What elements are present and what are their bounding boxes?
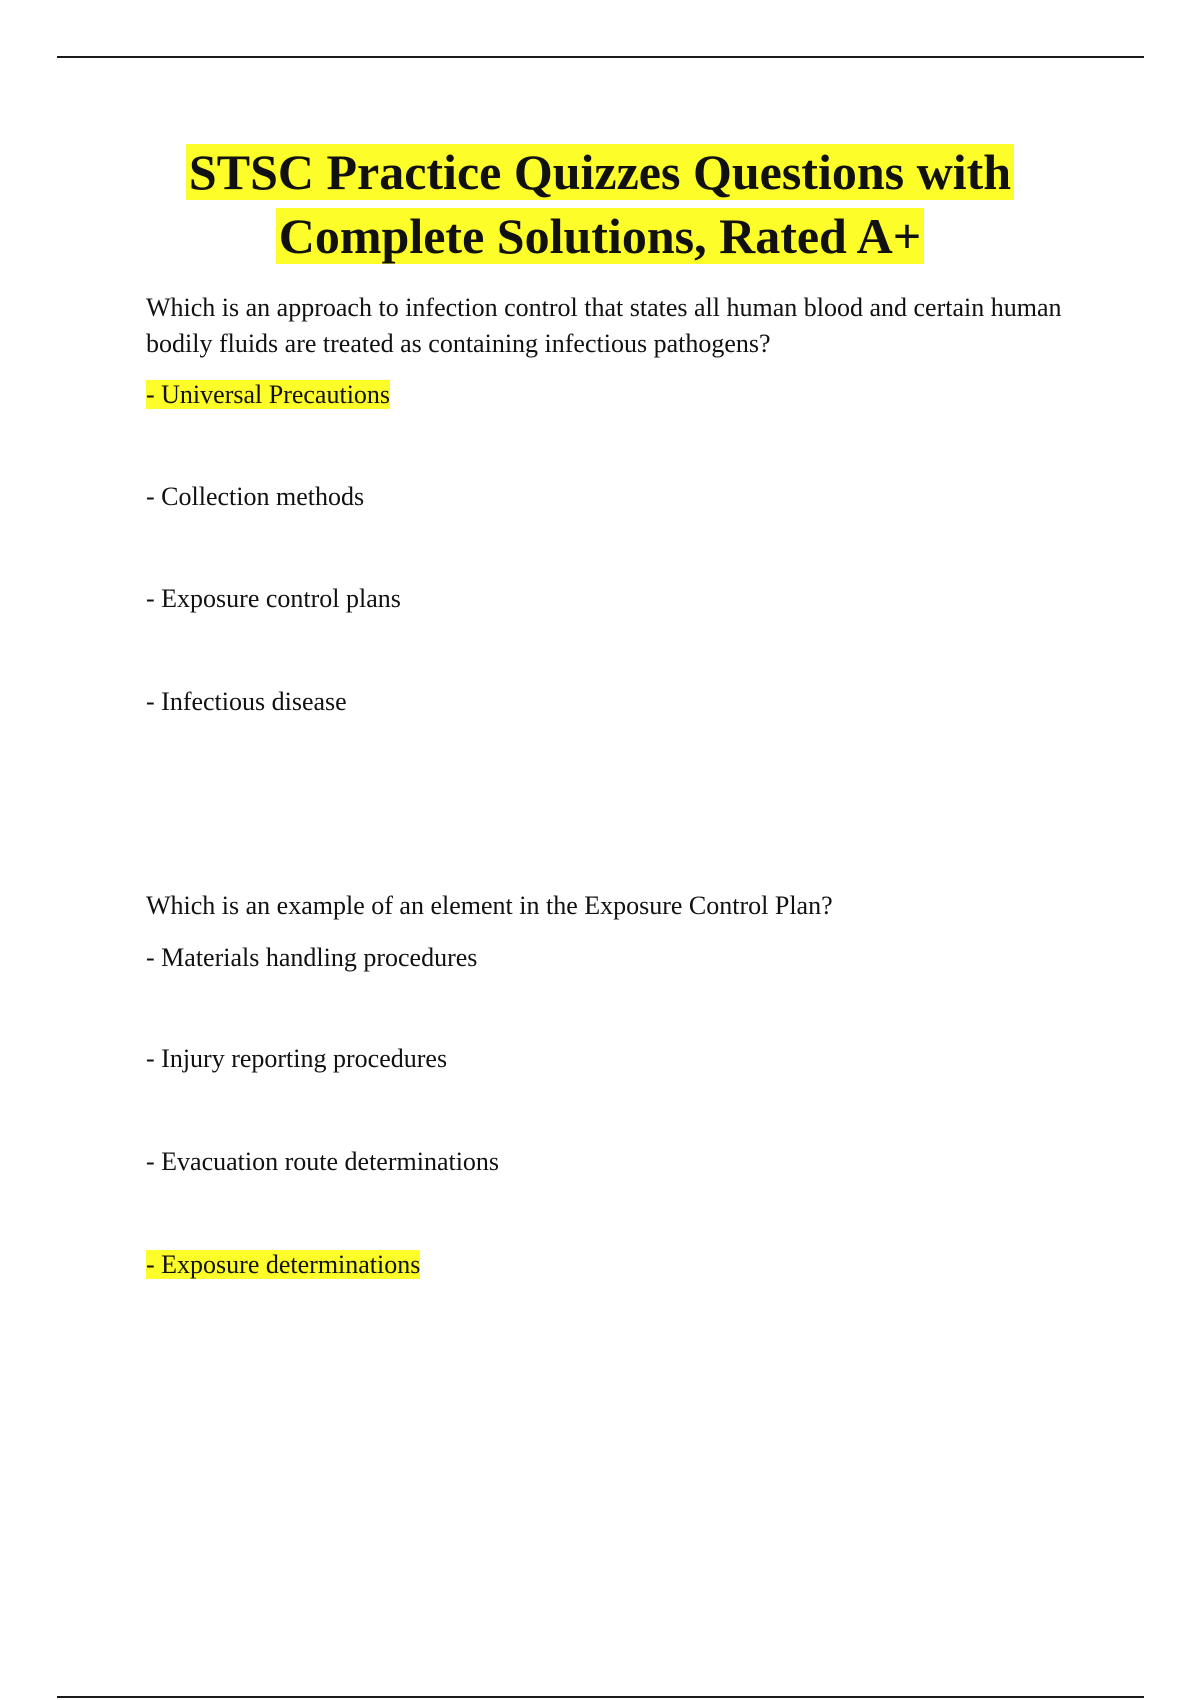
question-2-option-3 (146, 1145, 499, 1179)
question-1-option-1 (146, 378, 390, 412)
question-2-text: Which is an example of an element in the Exposure Control Plan? (146, 891, 833, 920)
option-text: - Exposure control plans (146, 584, 401, 613)
question-2-option-4 (146, 1248, 420, 1282)
question-2-option-1 (146, 941, 477, 975)
question-1-option-2 (146, 480, 364, 514)
option-text: - Infectious disease (146, 687, 347, 716)
question-1-option-4 (146, 685, 347, 719)
option-text: - Universal Precautions (146, 380, 391, 409)
option-text: - Injury reporting procedures (146, 1044, 448, 1073)
question-1-option-3 (146, 582, 401, 616)
document-title (0, 140, 1200, 268)
question-1-text: Which is an approach to infection control that states all human blood and certain human bodily fluids are treated as containing infectious pathogens? (146, 293, 1062, 358)
title-line-2: Complete Solutions, Rated A+ (276, 208, 924, 264)
option-text: - Exposure determinations (146, 1250, 421, 1279)
question-2-option-2 (146, 1042, 447, 1076)
option-text: - Collection methods (146, 482, 365, 511)
top-rule (57, 56, 1144, 58)
title-line-1: STSC Practice Quizzes Questions with (186, 144, 1014, 200)
bottom-rule (57, 1696, 1144, 1698)
option-text: - Materials handling procedures (146, 943, 478, 972)
option-text: - Evacuation route determinations (146, 1147, 500, 1176)
